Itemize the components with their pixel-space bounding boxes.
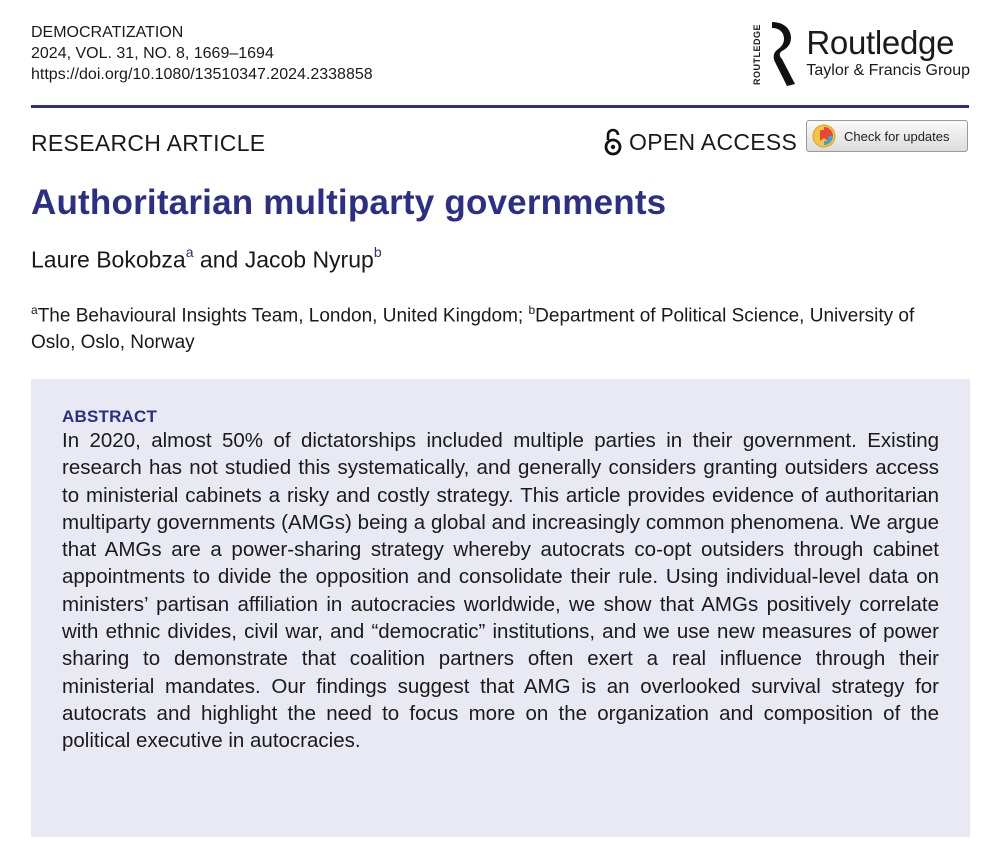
- affiliations: [31, 297, 931, 356]
- affiliation-mark: b: [528, 303, 536, 317]
- journal-name: DEMOCRATIZATION: [31, 24, 184, 41]
- author-name[interactable]: Laure Bokobza: [31, 246, 186, 273]
- affiliation-b: Department of Political Science, University of Oslo, Oslo, Norway: [31, 305, 915, 354]
- journal-citation: 2024, VOL. 31, NO. 8, 1669–1694: [31, 45, 274, 62]
- open-lock-icon: [603, 128, 623, 156]
- journal-meta: [31, 22, 373, 85]
- article-title: Authoritarian multiparty governments: [31, 183, 667, 222]
- check-for-updates-button[interactable]: [806, 120, 968, 152]
- abstract-box: [31, 379, 970, 837]
- publisher-name: Routledge: [806, 24, 955, 61]
- article-type: RESEARCH ARTICLE: [31, 130, 266, 156]
- open-access-label: OPEN ACCESS: [629, 128, 798, 155]
- affiliation-a: The Behavioural Insights Team, London, United Kingdom;: [37, 305, 524, 327]
- author-list: [31, 246, 382, 274]
- publisher-vertical-label: ROUTLEDGE: [752, 23, 763, 85]
- author-name[interactable]: Jacob Nyrup: [244, 246, 374, 273]
- author-joiner: and: [199, 246, 239, 273]
- check-updates-label: Check for updates: [844, 128, 950, 144]
- publisher-group: Taylor & Francis Group: [806, 62, 970, 79]
- header-divider: [31, 105, 969, 108]
- abstract-heading: ABSTRACT: [62, 407, 158, 426]
- affiliation-mark: a: [31, 303, 38, 317]
- affiliation-mark[interactable]: b: [373, 244, 382, 260]
- open-access-badge: [603, 128, 797, 156]
- doi-link[interactable]: https://doi.org/10.1080/13510347.2024.2338858: [31, 66, 373, 83]
- crossmark-icon: [812, 124, 836, 148]
- routledge-profile-icon: [764, 20, 798, 88]
- publisher-logo[interactable]: [752, 20, 970, 88]
- abstract-text: In 2020, almost 50% of dictatorships included multiple parties in their government. Existing research has not studied this systematically, and generally considers granting outsiders access to ministerial cabinets a risky and costly strategy. This article provides evidence of authoritarian multiparty governments (AMGs) being a global and increasingly common phenomena. We argue that AMGs are a power-sharing strategy whereby autocrats co-opt outsiders through cabinet appointments to divide the opposition and consolidate their rule. Using individual-level data on ministers’ partisan affiliation in autocracies worldwide, we show that AMGs positively correlate with ethnic divides, civil war, and “democratic” institutions, and we use new measures of power sharing to demonstrate that coalition partners often exert a real influence through their ministerial mandates. Our findings suggest that AMG is an overlooked survival strategy for autocrats and highlight the need to focus more on the organization and composition of the political executive in autocracies.: [62, 429, 939, 753]
- affiliation-mark[interactable]: a: [185, 244, 194, 260]
